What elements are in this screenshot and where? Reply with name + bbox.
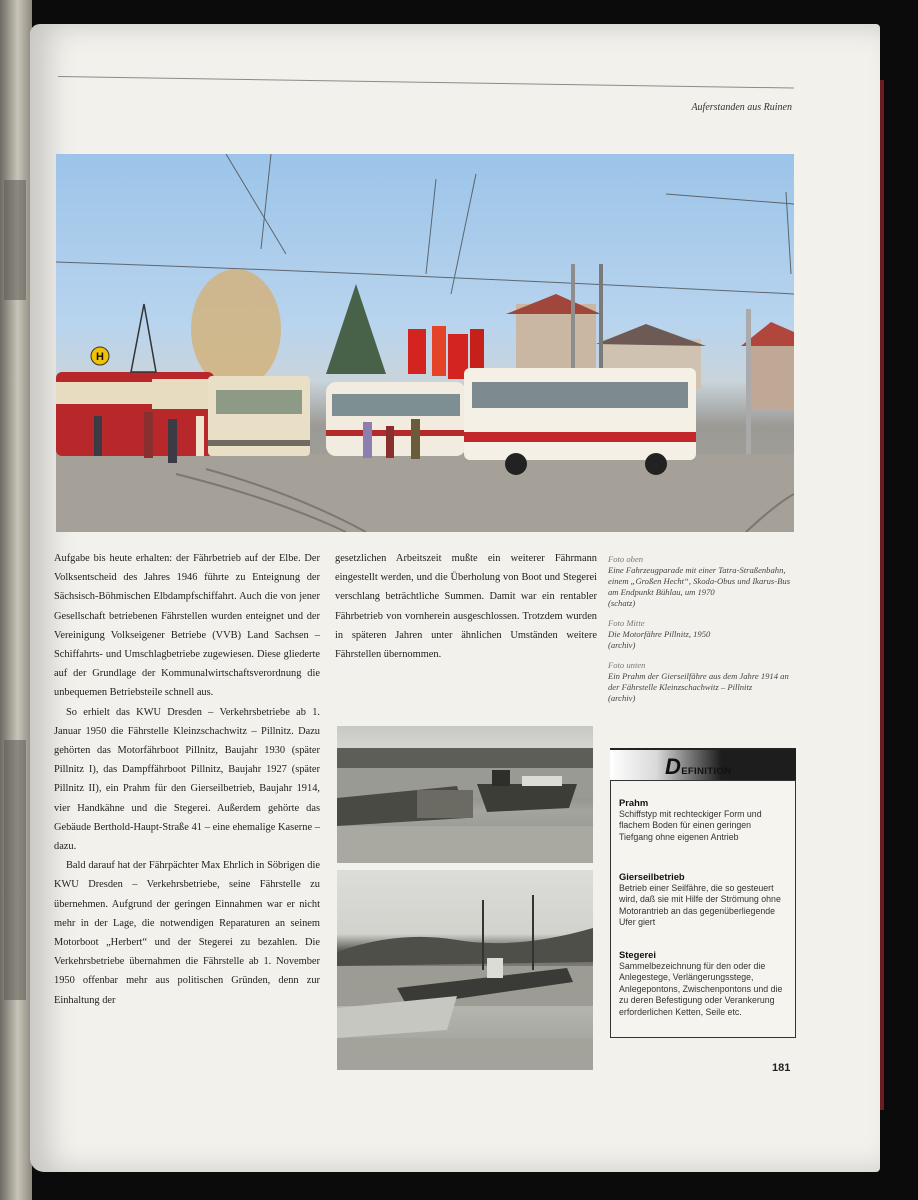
caption-label: Foto unten <box>608 660 646 670</box>
definition-text: Sammelbezeichnung für den oder die Anlegestege, Verlängerungsstege, Anlegepontons, Zwischenpontons und die zu deren Befestigung oder Verankerung erforderlichen Ketten, Seile etc. <box>619 961 783 1017</box>
photo-vehicle-parade-illustration <box>56 154 794 532</box>
photo-cable-ferry-prahm-illustration <box>337 870 593 1070</box>
definition-text: Betrieb einer Seilfähre, die so gesteuert wird, daß sie mit Hilfe der Strömung ohne Motorantrieb an das gegenüberliegende Ufer giert <box>619 883 781 928</box>
photo-cable-ferry-prahm <box>337 870 593 1070</box>
paragraph: gesetzlichen Arbeitszeit mußte ein weiterer Fährmann eingestellt werden, und die Überholung von Boot und Stegerei verschlang beträchtliche Summen. Damit war ein rentabler Fährbetrieb von vornherein ausgeschlossen. Trotzdem wurden in späteren Jahren unter ähnlichen Umständen weitere Fährstellen übernommen. <box>335 553 597 661</box>
caption-middle-photo <box>608 618 794 651</box>
photo-motor-ferry-illustration <box>337 726 593 863</box>
caption-text: Eine Fahrzeugparade mit einer Tatra-Straßenbahn, einem „Großen Hecht“, Skoda-Obus und Ikarus-Bus am Endpunkt Bühlau, um 1970 <box>608 565 791 597</box>
definition-entry <box>619 949 787 1018</box>
page-number: 181 <box>772 1062 791 1074</box>
definition-heading-rule <box>610 748 796 750</box>
caption-text: Ein Prahm der Gierseilfähre aus dem Jahre 1914 an der Fährstelle Kleinzschachwitz – Pillnitz <box>608 671 789 692</box>
caption-credit: (archiv) <box>608 693 636 703</box>
photo-vehicle-parade <box>56 154 794 532</box>
facing-page-edge <box>0 0 32 1200</box>
definition-title-initial: D <box>665 754 682 779</box>
caption-text: Die Motorfähre Pillnitz, 1950 <box>608 629 711 639</box>
paragraph: Bald darauf hat der Fährpächter Max Ehrlich in Söbrigen die KWU Dresden – Verkehrsbetriebe, seine Fährstelle zu übernehmen. Aufgrund der geringen Einnahmen war er nicht mehr in der Lage, die notwendigen Reparaturen an seinem Motorboot „Herbert“ und der Stegerei zu bezahlen. Die Verkehrsbetriebe übernahmen die Fährstelle ab 1. November 1950 offenbar mehr aus politischen Gründen, denn zur Einhaltung der <box>54 860 320 1006</box>
caption-label: Foto Mitte <box>608 618 645 628</box>
paragraph: So erhielt das KWU Dresden – Verkehrsbetriebe ab 1. Januar 1950 die Fährstelle Kleinzschachwitz – Pillnitz. Dazu gehörten das Motorfährboot Pillnitz, Baujahr 1930 (später Pillnitz I), das Dampffährboot Pillnitz, Baujahr 1927 (später Pillnitz II), ein Prahm für den Gierseilbetrieb, Baujahr 1914, vier Handkähne und die Stegerei. Außerdem gehörte das Gebäude Berthold-Haupt-Straße 41 – eine ehemalige Kaserne – dazu. <box>54 706 320 853</box>
caption-bottom-photo <box>608 660 794 704</box>
definition-title <box>665 754 731 780</box>
paragraph: Aufgabe bis heute erhalten: der Fährbetrieb auf der Elbe. Der Volksentscheid des Jahres 1946 führte zu Enteignung der Sächsisch-Böhmischen Elbdampfschiffahrt. Auch die von jener Gesellschaft betriebenen Fährstellen wurden enteignet und der Vereinigung Volkseigener Betriebe (VVB) Land Sachsen – Schiffahrts- und Umschlagbetriebe zugewiesen. Diese gliederte auf der Grundlage der Kommunalwirtschaftsverordnung die unbequemen Betriebsteile schnell aus. <box>54 553 320 699</box>
header-rule <box>58 76 794 89</box>
definition-title-rest: EFINITION <box>681 766 732 777</box>
definition-entry <box>619 797 787 843</box>
definition-term: Stegerei <box>619 949 656 960</box>
caption-credit: (schatz) <box>608 598 636 608</box>
photo-motor-ferry <box>337 726 593 863</box>
definition-term: Gierseilbetrieb <box>619 871 685 882</box>
caption-top-photo <box>608 554 794 609</box>
definition-entry <box>619 871 787 929</box>
caption-credit: (archiv) <box>608 640 636 650</box>
definition-text: Schiffstyp mit rechteckiger Form und flachem Boden für einen geringen Tiefgang ohne eigenen Antrieb <box>619 809 762 842</box>
body-text-left-column <box>54 549 320 1010</box>
photo-captions <box>608 554 794 713</box>
definition-heading <box>610 748 796 782</box>
definition-term: Prahm <box>619 797 649 808</box>
bus-stop-sign-letter: H <box>96 351 104 363</box>
caption-label: Foto oben <box>608 554 644 564</box>
body-text-middle-column <box>335 549 597 664</box>
definition-box <box>610 780 796 1038</box>
book-page <box>30 24 880 1172</box>
running-head: Auferstanden aus Ruinen <box>691 102 792 113</box>
